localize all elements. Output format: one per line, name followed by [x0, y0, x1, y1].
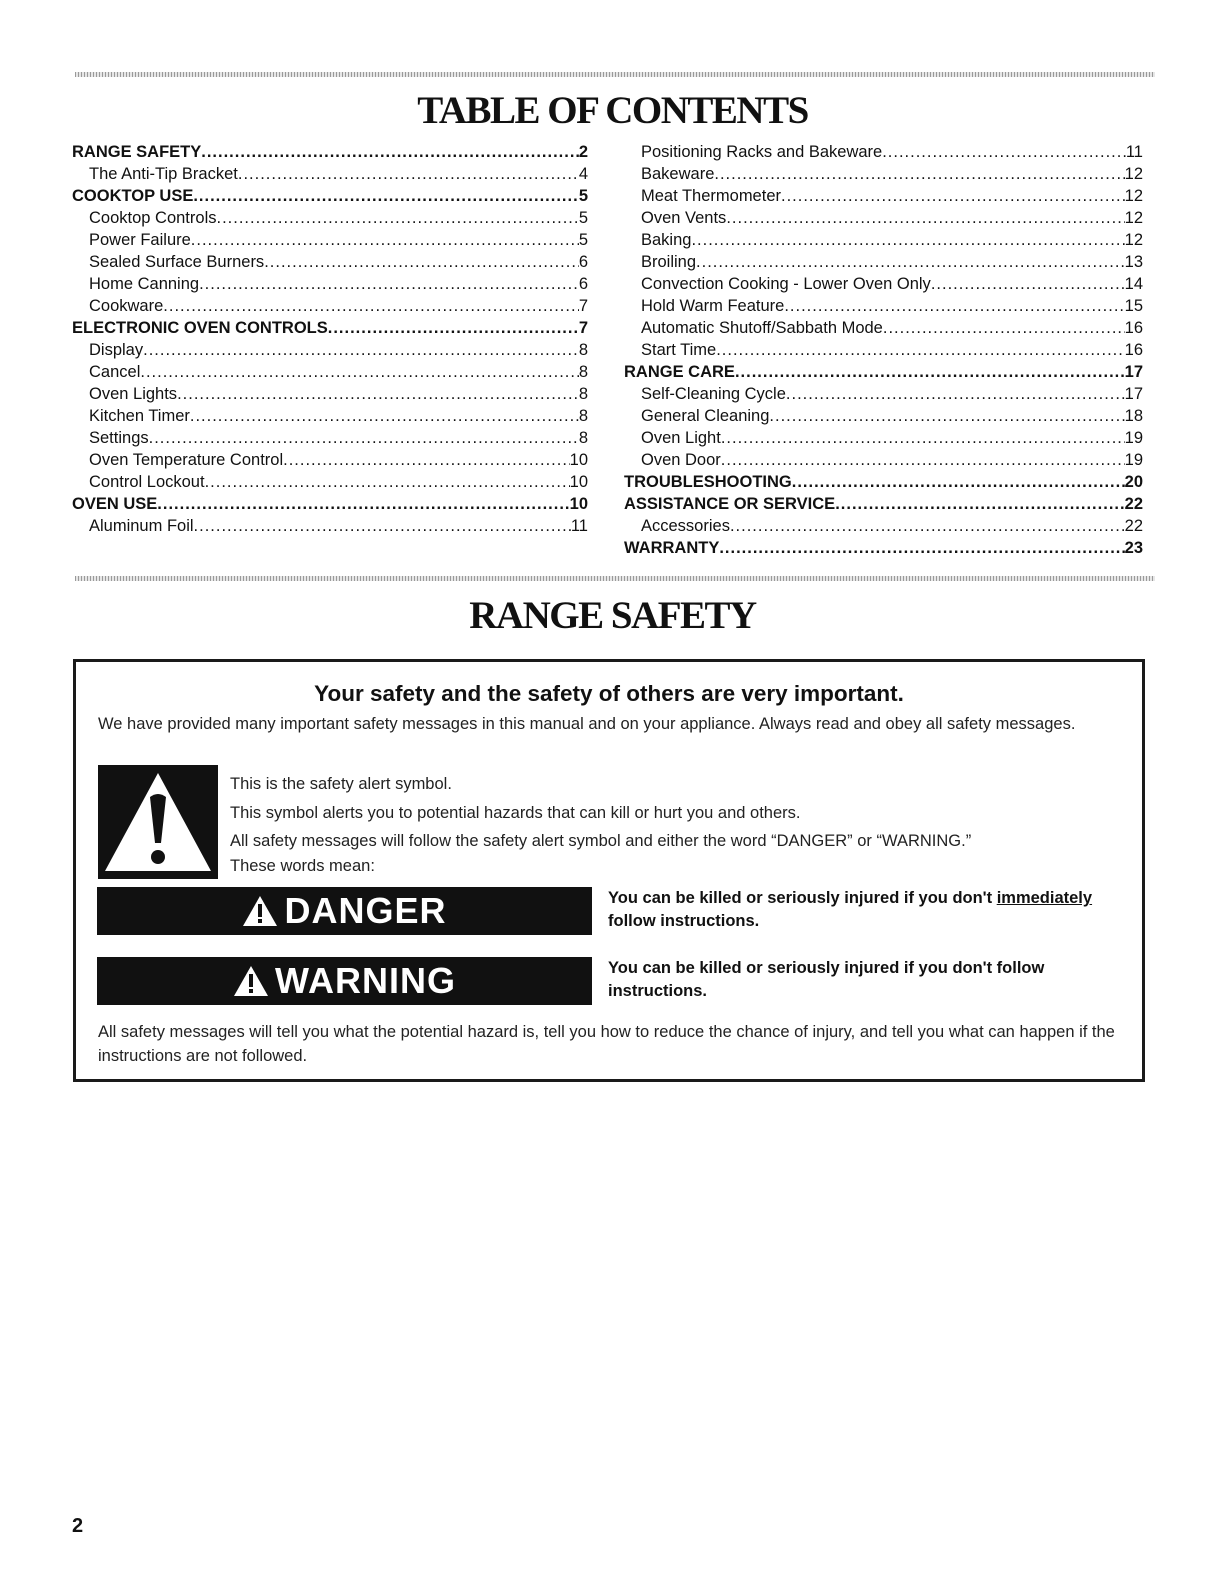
- toc-entry-page: 7: [578, 297, 588, 315]
- dot-leader: [792, 471, 1125, 493]
- dot-leader: [140, 361, 578, 383]
- toc-entry-title: Bakeware: [641, 165, 715, 183]
- toc-entry-title: Hold Warm Feature: [641, 297, 785, 315]
- toc-entry-page: 2: [578, 143, 588, 161]
- dot-leader: [882, 141, 1126, 163]
- toc-entry-title: Oven Lights: [89, 385, 178, 403]
- toc-entry[interactable]: [72, 207, 588, 229]
- toc-entry-page: 16: [1124, 341, 1143, 359]
- dot-leader: [735, 361, 1125, 383]
- danger-description: You can be killed or seriously injured if you don't immediately follow instructions.: [608, 889, 1093, 930]
- toc-entry[interactable]: [72, 449, 588, 471]
- toc-title: TABLE OF CONTENTS: [417, 89, 808, 132]
- toc-entry[interactable]: [72, 427, 588, 449]
- toc-entry[interactable]: [624, 273, 1143, 295]
- toc-entry[interactable]: [624, 493, 1143, 515]
- toc-entry-title: Self-Cleaning Cycle: [641, 385, 786, 403]
- toc-entry-page: 15: [1124, 297, 1143, 315]
- toc-entry-page: 19: [1124, 429, 1143, 447]
- dot-leader: [177, 383, 579, 405]
- warning-triangle-icon: [242, 895, 278, 927]
- dot-leader: [714, 163, 1124, 185]
- dot-leader: [163, 295, 579, 317]
- toc-entry-title: Meat Thermometer: [641, 187, 781, 205]
- toc-entry-page: 8: [578, 385, 588, 403]
- toc-entry[interactable]: [72, 405, 588, 427]
- toc-entry-title: Cancel: [89, 363, 141, 381]
- toc-entry-page: 16: [1124, 319, 1143, 337]
- dot-leader: [784, 295, 1124, 317]
- dot-leader: [883, 317, 1125, 339]
- toc-entry-page: 20: [1124, 473, 1143, 491]
- toc-entry-title: ELECTRONIC OVEN CONTROLS: [72, 319, 328, 337]
- toc-entry-page: 6: [578, 253, 588, 271]
- dot-leader: [149, 427, 579, 449]
- toc-entry-title: RANGE CARE: [624, 363, 735, 381]
- toc-entry-title: Convection Cooking - Lower Oven Only: [641, 275, 931, 293]
- dot-leader: [730, 515, 1125, 537]
- toc-entry-page: 10: [569, 495, 588, 513]
- dot-leader: [283, 449, 570, 471]
- toc-entry[interactable]: [72, 493, 588, 515]
- alert-line: This symbol alerts you to potential hazards that can kill or hurt you and others.: [230, 803, 801, 822]
- dot-leader: [328, 317, 579, 339]
- toc-left-column: [72, 141, 588, 537]
- toc-entry-page: 11: [570, 517, 588, 535]
- toc-entry[interactable]: [624, 207, 1143, 229]
- toc-entry[interactable]: [624, 427, 1143, 449]
- toc-entry-page: 14: [1124, 275, 1143, 293]
- toc-entry-page: 6: [578, 275, 588, 293]
- toc-entry-page: 5: [578, 209, 588, 227]
- toc-entry-page: 23: [1124, 539, 1143, 557]
- dot-leader: [205, 471, 570, 493]
- toc-entry-title: WARRANTY: [624, 539, 720, 557]
- toc-entry[interactable]: [624, 405, 1143, 427]
- toc-entry[interactable]: [624, 449, 1143, 471]
- dot-leader: [696, 251, 1125, 273]
- warning-description: You can be killed or seriously injured if you don't follow instructions.: [608, 959, 1045, 1000]
- toc-entry-title: Aluminum Foil: [89, 517, 194, 535]
- toc-entry[interactable]: [72, 185, 588, 207]
- dot-leader: [716, 339, 1124, 361]
- warning-banner: [97, 957, 592, 1005]
- toc-entry[interactable]: [72, 163, 588, 185]
- toc-entry-title: Kitchen Timer: [89, 407, 190, 425]
- toc-entry[interactable]: [624, 295, 1143, 317]
- toc-entry[interactable]: [624, 339, 1143, 361]
- dot-leader: [199, 273, 579, 295]
- toc-entry-page: 22: [1124, 517, 1143, 535]
- toc-entry-page: 19: [1124, 451, 1143, 469]
- toc-entry-title: Broiling: [641, 253, 697, 271]
- toc-entry-title: TROUBLESHOOTING: [624, 473, 792, 491]
- toc-entry-title: Positioning Racks and Bakeware: [641, 143, 883, 161]
- toc-entry-title: Oven Temperature Control: [89, 451, 284, 469]
- safety-outro: All safety messages will tell you what the potential hazard is, tell you how to reduce the chance of injury, and tell you what can happen if the instructions are not followed.: [98, 1023, 1115, 1065]
- dot-leader: [193, 185, 578, 207]
- toc-entry[interactable]: [72, 471, 588, 493]
- toc-entry-title: Sealed Surface Burners: [89, 253, 265, 271]
- toc-entry[interactable]: [624, 361, 1143, 383]
- toc-entry-page: 22: [1124, 495, 1143, 513]
- toc-entry-title: Oven Door: [641, 451, 721, 469]
- dot-leader: [194, 515, 571, 537]
- toc-entry[interactable]: [624, 251, 1143, 273]
- dot-leader: [769, 405, 1124, 427]
- safety-intro: We have provided many important safety messages in this manual and on your appliance. Always read and obey all safety messages.: [98, 715, 1076, 733]
- toc-entry[interactable]: [72, 273, 588, 295]
- page-number: 2: [72, 1515, 84, 1537]
- dot-leader: [201, 141, 579, 163]
- toc-entry[interactable]: [624, 317, 1143, 339]
- dot-leader: [931, 273, 1125, 295]
- toc-entry[interactable]: [72, 383, 588, 405]
- dot-leader: [190, 405, 579, 427]
- top-rule: [75, 72, 1155, 77]
- toc-entry-page: 17: [1124, 385, 1143, 403]
- danger-label: DANGER: [284, 890, 447, 931]
- alert-line: These words mean:: [230, 856, 375, 875]
- dot-leader: [786, 383, 1125, 405]
- dot-leader: [143, 339, 579, 361]
- toc-entry-title: Accessories: [641, 517, 730, 535]
- toc-entry[interactable]: [624, 537, 1143, 559]
- toc-entry[interactable]: [624, 141, 1143, 163]
- dot-leader: [216, 207, 578, 229]
- toc-entry[interactable]: [72, 295, 588, 317]
- toc-entry-page: 4: [578, 165, 588, 183]
- toc-entry[interactable]: [624, 185, 1143, 207]
- toc-entry-page: 13: [1124, 253, 1143, 271]
- toc-entry-page: 12: [1124, 187, 1143, 205]
- toc-entry-title: OVEN USE: [72, 495, 158, 513]
- danger-banner: [97, 887, 592, 935]
- toc-right-column: [624, 141, 1143, 559]
- dot-leader: [157, 493, 569, 515]
- toc-entry-title: Control Lockout: [89, 473, 205, 491]
- dot-leader: [719, 537, 1124, 559]
- toc-entry[interactable]: [624, 229, 1143, 251]
- toc-entry-page: 18: [1124, 407, 1143, 425]
- toc-entry[interactable]: [72, 361, 588, 383]
- safety-alert-icon: [98, 765, 218, 879]
- toc-entry-page: 7: [578, 319, 588, 337]
- toc-entry-page: 11: [1125, 143, 1143, 161]
- toc-entry-title: RANGE SAFETY: [72, 143, 202, 161]
- toc-entry-title: Baking: [641, 231, 692, 249]
- toc-entry[interactable]: [72, 339, 588, 361]
- safety-message-box: [73, 659, 1145, 1082]
- alert-explanation: [230, 770, 1110, 876]
- toc-entry-title: General Cleaning: [641, 407, 770, 425]
- toc-entry-title: Home Canning: [89, 275, 200, 293]
- toc-entry[interactable]: [624, 471, 1143, 493]
- toc-entry-page: 8: [578, 407, 588, 425]
- toc-entry-page: 10: [569, 473, 588, 491]
- toc-entry-title: Settings: [89, 429, 149, 447]
- toc-entry-page: 17: [1124, 363, 1143, 381]
- dot-leader: [238, 163, 579, 185]
- dot-leader: [721, 427, 1125, 449]
- dot-leader: [691, 229, 1124, 251]
- alert-line: All safety messages will follow the safety alert symbol and either the word “DANGER” or “WARNING.”: [230, 832, 972, 850]
- toc-entry-page: 10: [569, 451, 588, 469]
- toc-entry-title: Power Failure: [89, 231, 191, 249]
- warning-triangle-icon: [233, 965, 269, 997]
- toc-entry-title: Display: [89, 341, 144, 359]
- toc-entry[interactable]: [72, 229, 588, 251]
- dot-leader: [781, 185, 1125, 207]
- toc-entry-page: 12: [1124, 209, 1143, 227]
- toc-entry-page: 5: [578, 187, 588, 205]
- toc-entry-title: The Anti-Tip Bracket: [89, 165, 238, 183]
- toc-entry[interactable]: [624, 163, 1143, 185]
- toc-entry-page: 12: [1124, 231, 1143, 249]
- toc-entry[interactable]: [624, 383, 1143, 405]
- range-safety-title: RANGE SAFETY: [469, 594, 756, 637]
- toc-entry-title: COOKTOP USE: [72, 187, 194, 205]
- toc-entry[interactable]: [72, 515, 588, 537]
- toc-entry-title: Oven Light: [641, 429, 721, 447]
- toc-entry-title: Oven Vents: [641, 209, 727, 227]
- toc-entry-title: Automatic Shutoff/Sabbath Mode: [641, 319, 883, 337]
- toc-entry[interactable]: [72, 317, 588, 339]
- dot-leader: [264, 251, 579, 273]
- toc-entry[interactable]: [624, 515, 1143, 537]
- toc-entry-title: Cookware: [89, 297, 164, 315]
- warning-label: WARNING: [275, 960, 456, 1001]
- dot-leader: [191, 229, 579, 251]
- toc-entry[interactable]: [72, 251, 588, 273]
- toc-entry-page: 12: [1124, 165, 1143, 183]
- safety-box-title: Your safety and the safety of others are very important.: [314, 681, 904, 706]
- dot-leader: [721, 449, 1125, 471]
- toc-entry-page: 8: [578, 429, 588, 447]
- toc-entry-page: 8: [578, 341, 588, 359]
- toc-entry[interactable]: [72, 141, 588, 163]
- danger-emphasis: immediately: [996, 889, 1093, 907]
- toc-entry-title: Start Time: [641, 341, 717, 359]
- alert-line: This is the safety alert symbol.: [230, 775, 452, 793]
- dot-leader: [726, 207, 1124, 229]
- dot-leader: [835, 493, 1124, 515]
- toc-entry-title: ASSISTANCE OR SERVICE: [624, 495, 836, 513]
- middle-rule: [75, 576, 1155, 581]
- toc-entry-title: Cooktop Controls: [89, 209, 217, 227]
- toc-entry-page: 5: [578, 231, 588, 249]
- toc-entry-page: 8: [578, 363, 588, 381]
